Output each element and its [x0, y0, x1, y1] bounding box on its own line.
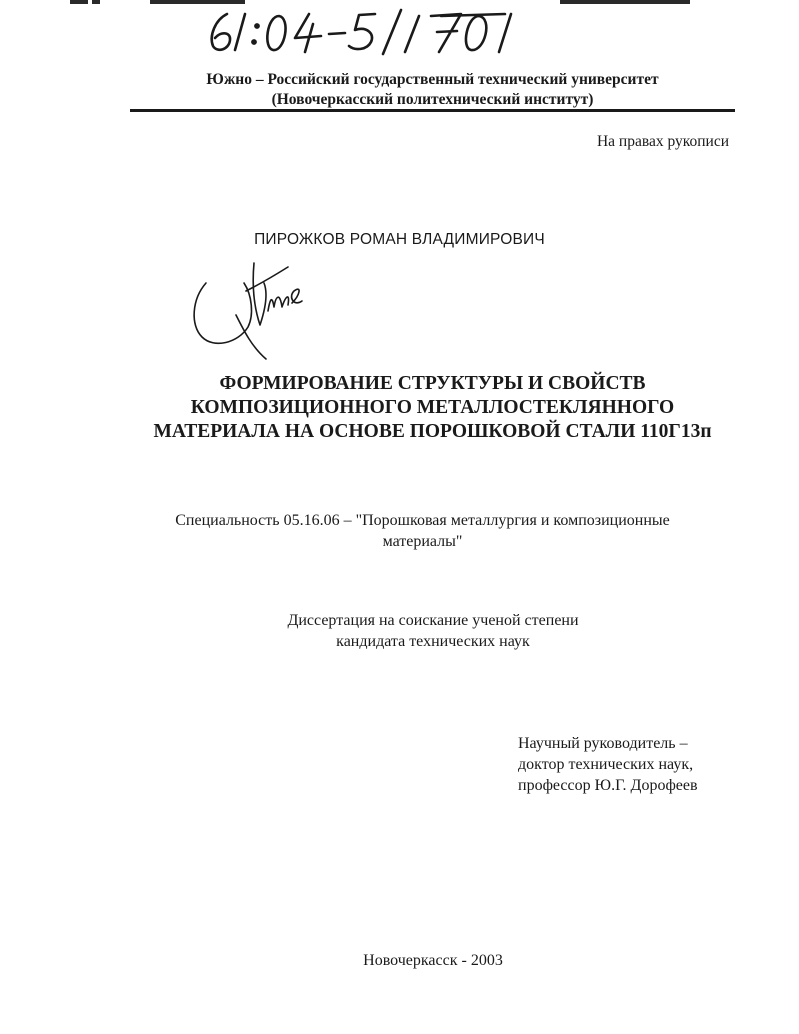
degree-block — [0, 610, 799, 652]
author-name: ПИРОЖКОВ РОМАН ВЛАДИМИРОВИЧ — [254, 231, 545, 248]
handwritten-number-icon — [205, 6, 545, 56]
university-header — [130, 70, 735, 110]
title-line: ФОРМИРОВАНИЕ СТРУКТУРЫ И СВОЙСТВ — [219, 373, 646, 394]
author-signature — [188, 255, 318, 365]
manuscript-note: На правах рукописи — [596, 133, 729, 150]
dissertation-title — [60, 372, 799, 444]
degree-line: кандидата технических наук — [336, 633, 530, 650]
specialty-line: Специальность 05.16.06 – "Порошковая металлургия и композиционные — [175, 512, 670, 529]
signature-icon — [188, 255, 318, 365]
specialty-line: материалы" — [382, 533, 463, 550]
handwritten-inventory-number — [205, 6, 545, 56]
place-and-year: Новочеркасск - 2003 — [363, 952, 503, 969]
university-name: Южно – Российский государственный технический университет — [206, 71, 659, 88]
title-line: МАТЕРИАЛА НА ОСНОВЕ ПОРОШКОВОЙ СТАЛИ 110Г13п — [153, 421, 712, 442]
university-subtitle: (Новочеркасский политехнический институт) — [271, 91, 594, 108]
supervisor-line: Научный руководитель – — [518, 735, 688, 752]
degree-line: Диссертация на соискание ученой степени — [287, 612, 579, 629]
supervisor-block — [518, 733, 778, 796]
specialty-block — [100, 510, 745, 552]
title-line: КОМПОЗИЦИОННОГО МЕТАЛЛОСТЕКЛЯННОГО — [190, 397, 675, 418]
supervisor-line: доктор технических наук, — [518, 756, 694, 773]
supervisor-line: профессор Ю.Г. Дорофеев — [518, 777, 698, 794]
header-divider — [130, 109, 735, 112]
